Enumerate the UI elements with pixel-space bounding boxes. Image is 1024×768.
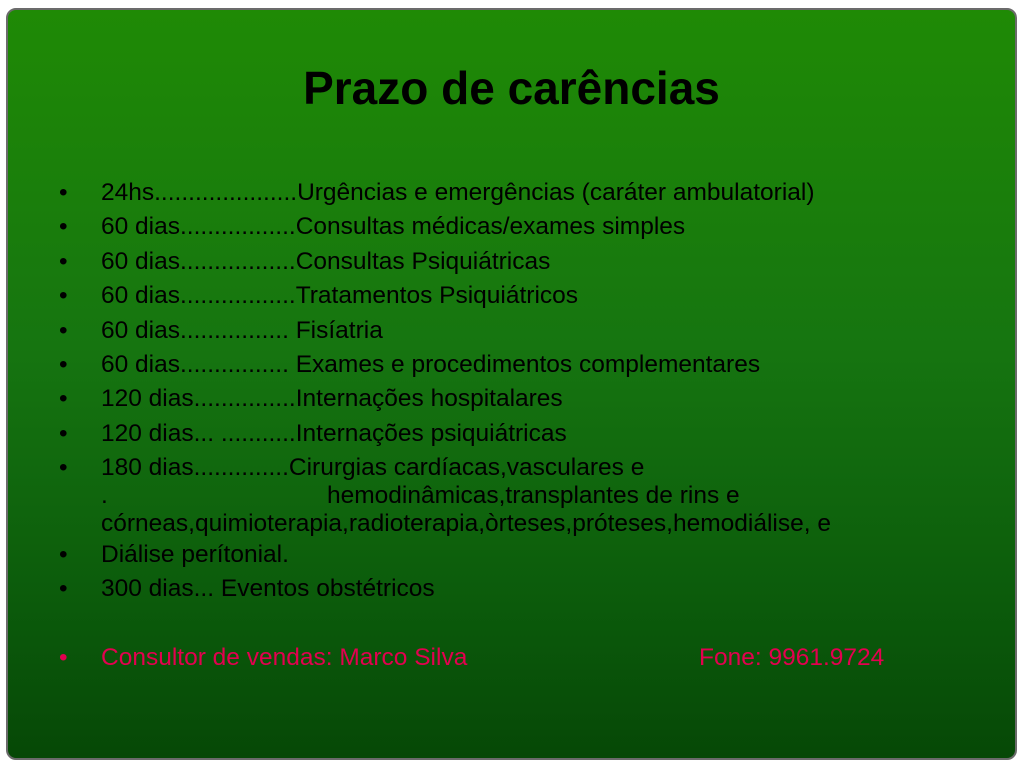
bullet-icon: • bbox=[59, 385, 68, 412]
bullet-icon: • bbox=[59, 644, 68, 671]
list-item-text: 180 dias..............Cirurgias cardíacas,vasculares e bbox=[101, 454, 645, 481]
bullet-icon: • bbox=[59, 248, 68, 275]
bullet-icon: • bbox=[59, 541, 68, 568]
bullet-icon: • bbox=[59, 420, 68, 447]
bullet-icon: • bbox=[59, 575, 68, 602]
list-item-text: 60 dias................ Exames e procedimentos complementares bbox=[101, 351, 761, 378]
list-item-text: 120 dias...............Internações hospitalares bbox=[101, 385, 563, 412]
list-item-text: 60 dias.................Tratamentos Psiquiátricos bbox=[101, 282, 579, 309]
bullet-icon: • bbox=[59, 454, 68, 481]
list-item-text: 24hs.....................Urgências e emergências (caráter ambulatorial) bbox=[101, 179, 815, 206]
list-item-180 bbox=[8, 453, 1015, 540]
bullet-icon: • bbox=[59, 317, 68, 344]
bullet-icon: • bbox=[59, 179, 68, 206]
bullet-icon: • bbox=[59, 351, 68, 378]
list-item-continuation-dot: . bbox=[101, 482, 108, 509]
slide-title: Prazo de carências bbox=[303, 62, 720, 114]
list-item-text: 60 dias................ Fisíatria bbox=[101, 317, 383, 344]
bullet-icon: • bbox=[59, 282, 68, 309]
contact-name: Consultor de vendas: Marco Silva bbox=[101, 644, 468, 671]
contact-phone: Fone: 9961.9724 bbox=[699, 644, 885, 671]
list-item-text: 60 dias.................Consultas Psiquiátricas bbox=[101, 248, 551, 275]
list-item-continuation: hemodinâmicas,transplantes de rins e bbox=[327, 482, 740, 509]
list-item-text: 60 dias.................Consultas médicas/exames simples bbox=[101, 213, 686, 240]
list-item-continuation: córneas,quimioterapia,radioterapia,òrteses,próteses,hemodiálise, e bbox=[101, 510, 831, 537]
list-item-text: 120 dias... ...........Internações psiquiátricas bbox=[101, 420, 567, 447]
slide bbox=[6, 8, 1017, 760]
list-item-text: Diálise perítonial. bbox=[101, 541, 289, 568]
bullet-icon: • bbox=[59, 213, 68, 240]
list-item-text: 300 dias... Eventos obstétricos bbox=[101, 575, 435, 602]
